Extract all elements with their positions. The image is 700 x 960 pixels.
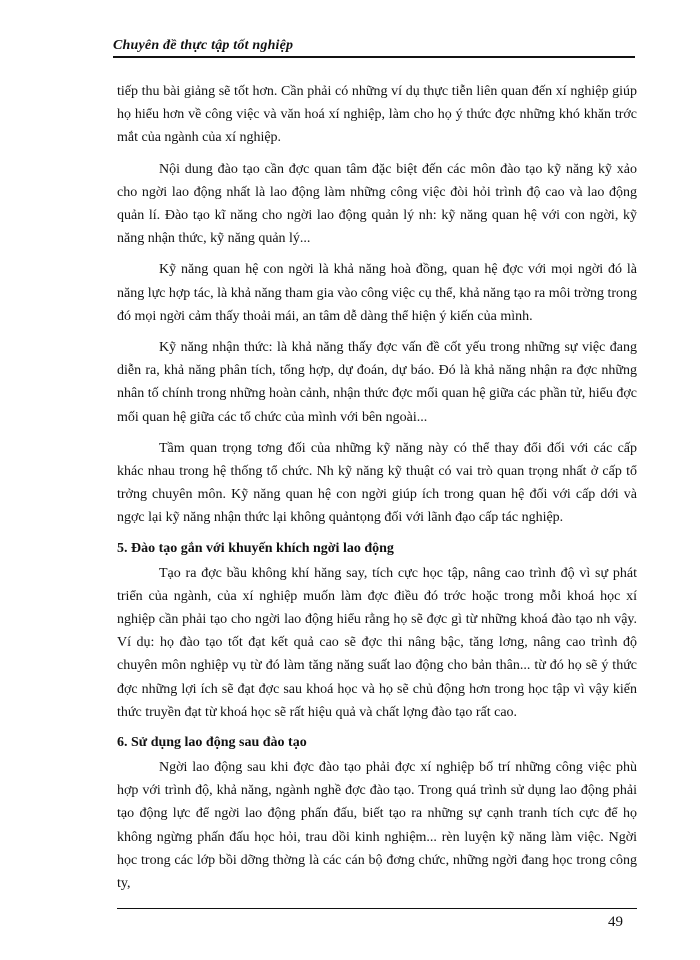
running-header: Chuyên đề thực tập tốt nghiệp — [113, 38, 294, 53]
header-rule — [113, 56, 635, 58]
document-body — [117, 80, 637, 903]
section-5-heading: 5. Đào tạo gắn với khuyến khích ngời lao động — [117, 540, 394, 556]
paragraph: Kỹ năng quan hệ con ngời là khả năng hoà đồng, quan hệ đợc với mọi ngời đó là năng lực hợp tác, là khả năng tham gia vào công việc cụ thể, khả năng tạo ra môi trờng trong đó mọi ngời cảm thấy thoải mái, an tâm dễ dàng thể hiện ý kiến của mình. — [117, 262, 638, 324]
paragraph: Kỹ năng nhận thức: là khả năng thấy đợc vấn đề cốt yếu trong những sự việc đang diễn ra, khả năng phân tích, tổng hợp, dự đoán, dự báo. Đó là khả năng nhận ra đợc những nhân tố chính trong những hoàn cảnh, nhận thức đợc mối quan hệ giữa các phần tử, hiểu đợc mối quan hệ giữa các tổ chức của mình với bên ngoài... — [117, 340, 637, 425]
paragraph: Nội dung đào tạo cần đợc quan tâm đặc biệt đến các môn đào tạo kỹ năng kỹ xảo cho ngời lao động nhất là lao động làm những công việc đòi hỏi trình độ cao và lao động quản lí. Đào tạo kĩ năng cho ngời lao động quản lý nh: kỹ năng quan hệ với con ngời, kỹ năng nhận thức, kỹ năng quản lý... — [117, 161, 637, 247]
page-number: 49 — [608, 914, 623, 930]
section-6-heading: 6. Sử dụng lao động sau đào tạo — [117, 735, 307, 751]
paragraph-continuation: tiếp thu bài giảng sẽ tốt hơn. Cần phải có những ví dụ thực tiễn liên quan đến xí nghiệp giúp họ hiểu hơn về công việc và văn hoá xí nghiệp, làm cho họ ý thức đợc những khó khăn trớc mắt của ngành của xí nghiệp. — [117, 84, 637, 146]
section-5-paragraph: Tạo ra đợc bầu không khí hăng say, tích cực học tập, nâng cao trình độ vì sự phát triển của ngành, của xí nghiệp muốn làm đợc điều đó trớc hoặc trong mỗi khoá học xí nghiệp cần phải tạo cho ngời lao động hiểu rằng họ sẽ đợc gì từ những khoá đào tạo nh vậy. Ví dụ: họ đào tạo tốt đạt kết quả cao sẽ đợc thi nâng bậc, tăng lơng, nâng cao trình độ chuyên môn nghiệp vụ từ đó làm tăng năng suất lao động cho bản thân... từ đó họ sẽ ý thức đợc những lợi ích sẽ đạt đợc sau khoá học và họ sẽ chủ động hơn trong học tập vì vậy kiến thức truyền đạt từ khoá học sẽ rất hiệu quả và chất lợng đào tạo rất cao. — [117, 565, 637, 720]
section-6-paragraph: Ngời lao động sau khi đợc đào tạo phải đợc xí nghiệp bố trí những công việc phù hợp với trình độ, khả năng, ngành nghề đợc đào tạo. Trong quá trình sử dụng lao động phải tạo động lực để ngời lao động phấn đấu, biết tạo ra những sự cạnh tranh tích cực để họ không ngừng phấn đấu học hỏi, trau dồi kinh nghiệm... rèn luyện kỹ năng làm việc. Ngời học trong các lớp bồi dỡng thờng là các cán bộ đơng chức, những ngời đang học trong công ty, — [117, 760, 637, 892]
paragraph: Tầm quan trọng tơng đối của những kỹ năng này có thể thay đổi đối với các cấp khác nhau trong hệ thống tổ chức. Nh kỹ năng kỹ thuật có vai trò quan trọng nhất ở cấp tổ trởng chuyên môn. Kỹ năng quan hệ con ngời giúp ích trong quan hệ đối với cấp dới và ngợc lại kỹ năng nhận thức lại không quảntọng đối với lãnh đạo cấp tác nghiệp. — [117, 440, 637, 526]
footer-rule — [117, 908, 637, 909]
